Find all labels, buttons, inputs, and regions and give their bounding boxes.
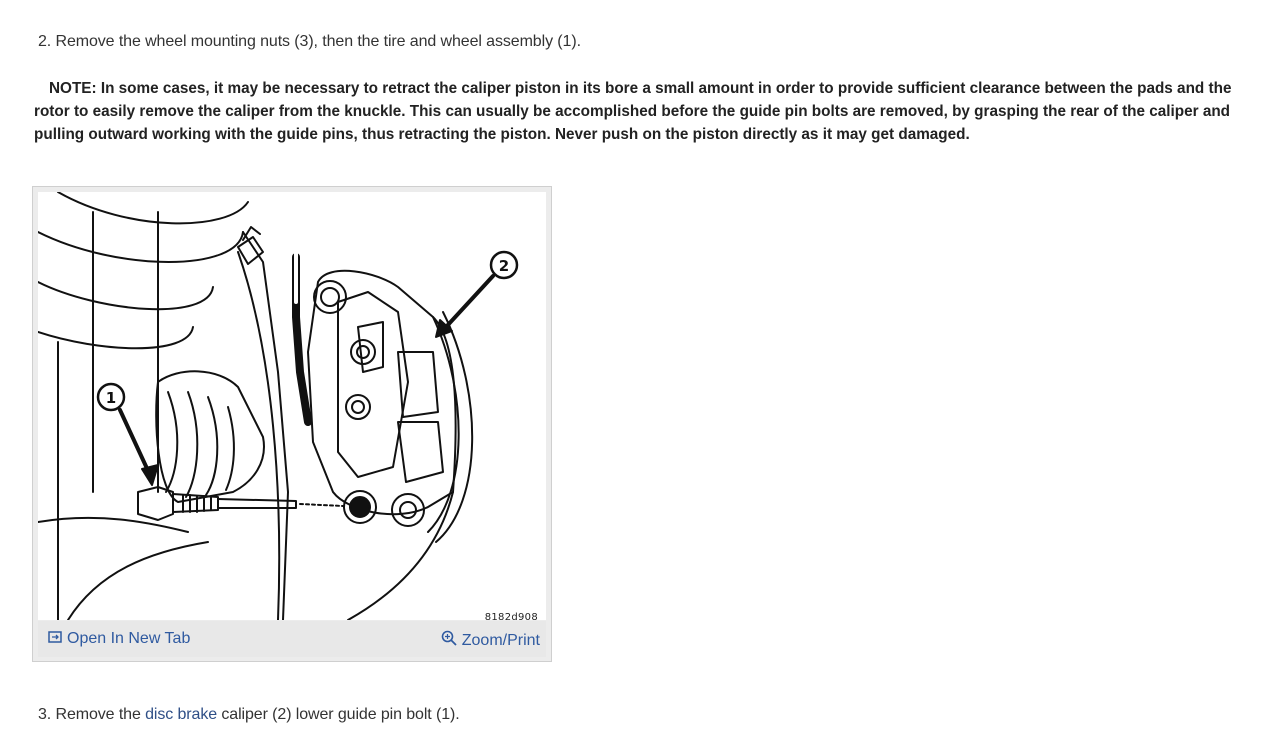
zoom-print-link[interactable] [441,630,540,651]
figure-code: 8182d908 [484,612,538,620]
callout-2-label: 2 [498,257,510,275]
callout-1-label: 1 [105,389,117,407]
brake-caliper-illustration[interactable] [38,192,546,620]
note-text: NOTE: In some cases, it may be necessary to retract the caliper piston in its bore a small amount in order to provide sufficient clearance between the pads and the rotor to easily remove the caliper from the knuckle. This can usually be accomplished before the guide pin bolts are removed, by grasping the rear of the caliper and pulling outward working with the guide pins, thus retracting the piston. Never push on the piston directly as it may get damaged. [34,80,1232,143]
external-link-icon [48,630,62,648]
step-3-text [38,706,460,724]
step-2-text: 2. Remove the wheel mounting nuts (3), then the tire and wheel assembly (1). [38,33,581,50]
disc-brake-link[interactable]: disc brake [145,706,218,723]
magnifier-icon [441,630,457,651]
step-3-suffix: caliper (2) lower guide pin bolt (1). [217,706,460,723]
open-in-new-tab-link[interactable] [48,630,190,648]
zoom-print-label: Zoom/Print [461,631,540,649]
figure-container [32,186,552,662]
caliper-drawing [38,192,546,620]
open-in-new-tab-label: Open In New Tab [67,630,191,647]
note-paragraph [34,77,1256,146]
step-3-prefix: 3. Remove the [38,706,146,723]
figure-toolbar [38,621,546,657]
